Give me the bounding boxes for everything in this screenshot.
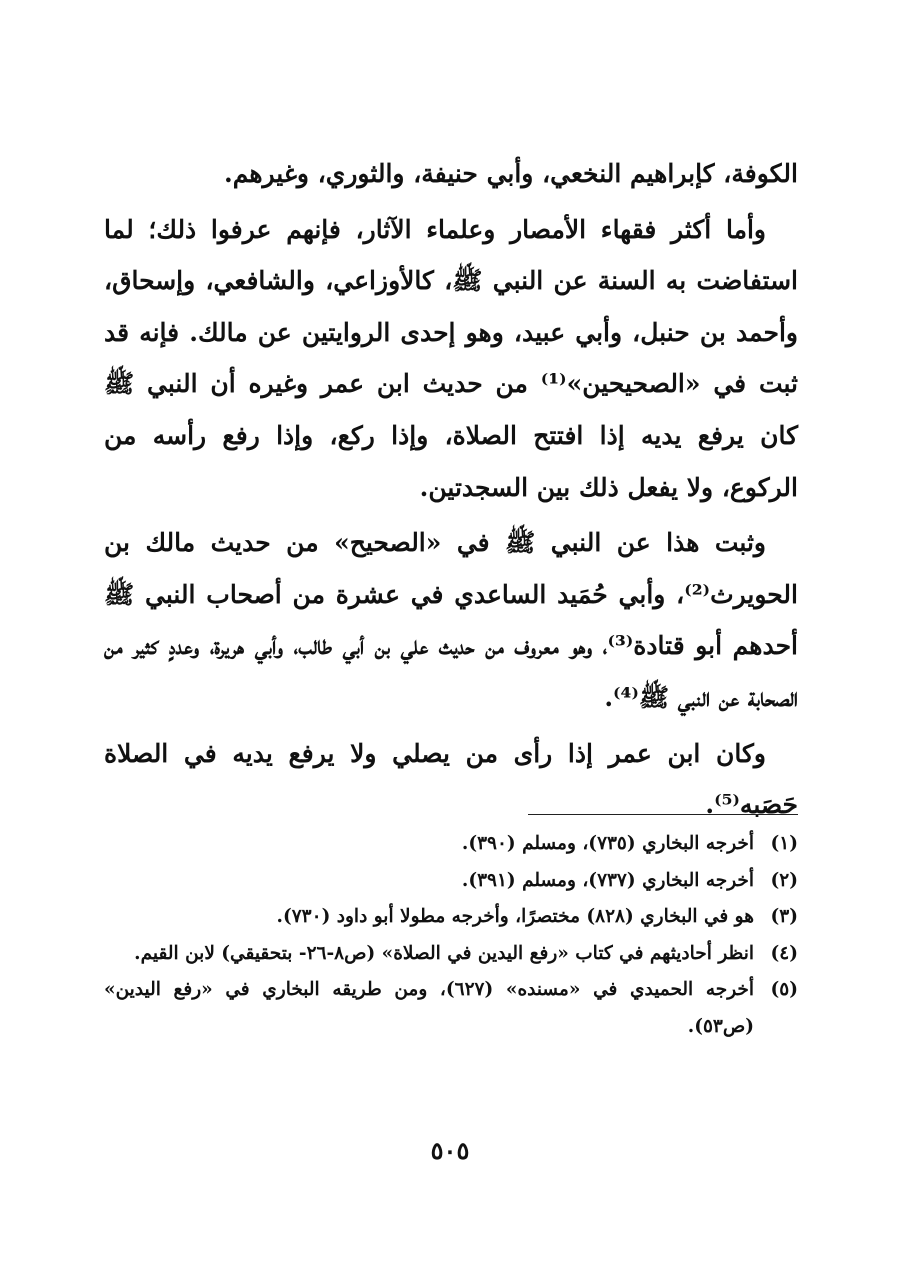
paragraph-continuation: الكوفة، كإبراهيم النخعي، وأبي حنيفة، والثوري، وغيرهم. (223, 159, 798, 188)
footnote-text: انظر أحاديثهم في كتاب «رفع اليدين في الصلاة» (ص٨-٢٦- بتحقيقي) لابن القيم. (134, 942, 754, 964)
footnote-text: أخرجه البخاري (٧٣٧)، ومسلم (٣٩١). (461, 869, 754, 891)
footnote-number: (٣) (770, 906, 798, 927)
footnote-4 (104, 936, 798, 973)
page-number: ٥٠٥ (430, 1136, 470, 1165)
footnotes (104, 826, 798, 1045)
paragraph-ibn-umar: وكان ابن عمر إذا رأى من يصلي ولا يرفع يديه في الصلاة حَصَبه⁽⁵⁾. (104, 738, 798, 820)
footnote-number: (٢) (770, 869, 798, 891)
footnote-2 (104, 863, 798, 900)
footnote-separator (528, 814, 798, 815)
footnote-number: (٥) (770, 979, 798, 1000)
main-text (104, 148, 798, 831)
paragraph-scholars: وأما أكثر فقهاء الأمصار وعلماء الآثار، فإنهم عرفوا ذلك؛ لما استفاضت به السنة عن النبي ﷺ، كالأوزاعي، والشافعي، وإسحاق، وأحمد بن حنبل، وأبي عبيد، وهو إحدى الروايتين عن مالك. فإنه قد ثبت في «الصحيحين»⁽¹⁾ من حديث ابن عمر وغيره أن النبي ﷺ كان يرفع يديه إذا افتتح الصلاة، وإذا ركع، وإذا رفع رأسه من الركوع، ولا يفعل ذلك بين السجدتين. (104, 214, 798, 502)
footnote-5 (104, 972, 798, 1045)
footnote-text: أخرجه الحميدي في «مسنده» (٦٢٧)، ومن طريقه البخاري في «رفع اليدين» (ص٥٣). (104, 979, 754, 1037)
paragraph-hadith-sources: وثبت هذا عن النبي ﷺ في «الصحيح» من حديث مالك بن الحويرث⁽²⁾، وأبي حُمَيد الساعدي في عشرة من أصحاب النبي ﷺ أحدهم أبو قتادة⁽³⁾، وهو معروف من حديث علي بن أبي طالب، وأبي هريرة، وعددٍ كثير من الصحابة عن النبي ﷺ⁽⁴⁾. (104, 528, 799, 712)
footnote-3 (104, 899, 798, 936)
footnote-number: (١) (770, 833, 798, 854)
footnote-text: هو في البخاري (٨٢٨) مختصرًا، وأخرجه مطولا أبو داود (٧٣٠). (276, 906, 754, 927)
footnote-text: أخرجه البخاري (٧٣٥)، ومسلم (٣٩٠). (461, 833, 754, 854)
footnote-number: (٤) (770, 942, 798, 964)
footnote-1 (104, 826, 798, 863)
